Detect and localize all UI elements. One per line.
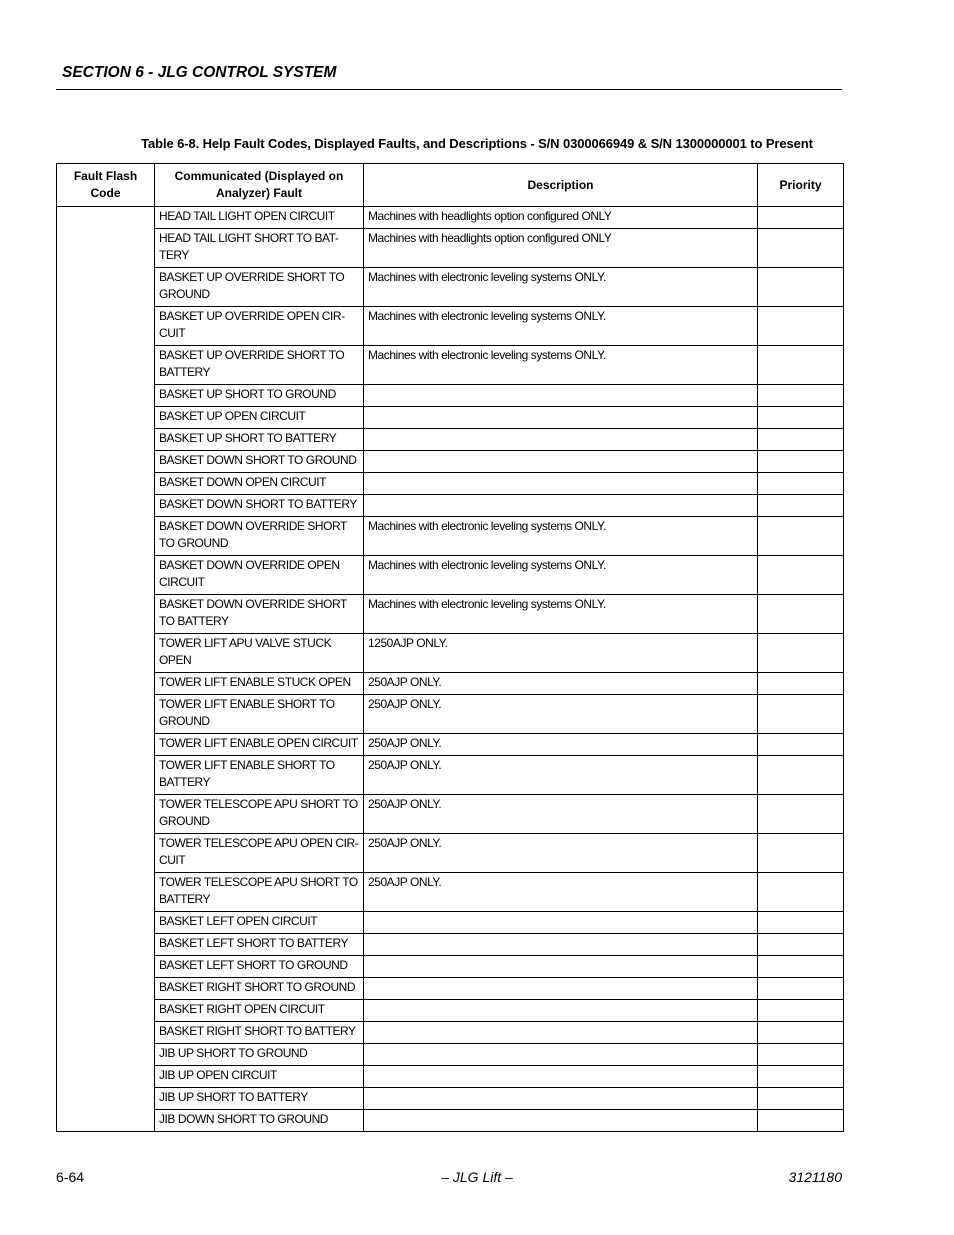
priority-cell bbox=[758, 1088, 844, 1110]
table-row bbox=[57, 517, 844, 556]
priority-cell bbox=[758, 495, 844, 517]
fault-cell: TOWER TELESCOPE APU SHORT TO BATTERY bbox=[155, 873, 364, 912]
table-row bbox=[57, 912, 844, 934]
description-cell bbox=[364, 429, 758, 451]
description-cell: Machines with electronic leveling systems ONLY. bbox=[364, 517, 758, 556]
description-cell: Machines with headlights option configured ONLY bbox=[364, 229, 758, 268]
priority-cell bbox=[758, 229, 844, 268]
fault-cell: BASKET LEFT SHORT TO BATTERY bbox=[155, 934, 364, 956]
priority-cell bbox=[758, 473, 844, 495]
table-row bbox=[57, 229, 844, 268]
fault-cell: JIB UP OPEN CIRCUIT bbox=[155, 1066, 364, 1088]
description-cell: Machines with electronic leveling systems ONLY. bbox=[364, 268, 758, 307]
priority-cell bbox=[758, 634, 844, 673]
table-title: Table 6-8. Help Fault Codes, Displayed Faults, and Descriptions - S/N 0300066949 & S/N 1300000001 to Present bbox=[141, 136, 813, 151]
fault-cell: TOWER LIFT ENABLE STUCK OPEN bbox=[155, 673, 364, 695]
description-cell: 250AJP ONLY. bbox=[364, 795, 758, 834]
fault-cell: TOWER LIFT ENABLE SHORT TO GROUND bbox=[155, 695, 364, 734]
description-cell: Machines with electronic leveling systems ONLY. bbox=[364, 556, 758, 595]
fault-cell: BASKET UP OVERRIDE OPEN CIR- CUIT bbox=[155, 307, 364, 346]
table-row bbox=[57, 873, 844, 912]
description-cell bbox=[364, 934, 758, 956]
table-row bbox=[57, 1066, 844, 1088]
col-header-flash-code: Fault Flash Code bbox=[57, 164, 155, 207]
fault-table bbox=[56, 163, 844, 1132]
priority-cell bbox=[758, 1044, 844, 1066]
col-header-fault: Communicated (Displayed on Analyzer) Fault bbox=[155, 164, 364, 207]
priority-cell bbox=[758, 956, 844, 978]
table-row bbox=[57, 1022, 844, 1044]
fault-cell: TOWER TELESCOPE APU OPEN CIR- CUIT bbox=[155, 834, 364, 873]
description-cell bbox=[364, 1022, 758, 1044]
description-cell bbox=[364, 385, 758, 407]
fault-cell: JIB UP SHORT TO BATTERY bbox=[155, 1088, 364, 1110]
fault-cell: BASKET DOWN OVERRIDE OPEN CIRCUIT bbox=[155, 556, 364, 595]
description-cell bbox=[364, 978, 758, 1000]
table-row bbox=[57, 956, 844, 978]
table-row bbox=[57, 756, 844, 795]
doc-number: 3121180 bbox=[788, 1169, 842, 1185]
description-cell: 250AJP ONLY. bbox=[364, 734, 758, 756]
priority-cell bbox=[758, 385, 844, 407]
table-row bbox=[57, 207, 844, 229]
priority-cell bbox=[758, 795, 844, 834]
description-cell: 250AJP ONLY. bbox=[364, 873, 758, 912]
description-cell: Machines with electronic leveling systems ONLY. bbox=[364, 307, 758, 346]
table-row bbox=[57, 407, 844, 429]
priority-cell bbox=[758, 673, 844, 695]
priority-cell bbox=[758, 556, 844, 595]
flash-code-cell bbox=[57, 207, 155, 1132]
description-cell: 250AJP ONLY. bbox=[364, 756, 758, 795]
fault-cell: TOWER LIFT ENABLE SHORT TO BATTERY bbox=[155, 756, 364, 795]
fault-cell: BASKET UP OVERRIDE SHORT TO BATTERY bbox=[155, 346, 364, 385]
fault-cell: BASKET DOWN OVERRIDE SHORT TO BATTERY bbox=[155, 595, 364, 634]
fault-cell: BASKET DOWN OPEN CIRCUIT bbox=[155, 473, 364, 495]
fault-cell: BASKET RIGHT SHORT TO BATTERY bbox=[155, 1022, 364, 1044]
table-row bbox=[57, 595, 844, 634]
col-header-description: Description bbox=[364, 164, 758, 207]
fault-cell: BASKET LEFT OPEN CIRCUIT bbox=[155, 912, 364, 934]
table-row bbox=[57, 634, 844, 673]
fault-cell: BASKET DOWN SHORT TO BATTERY bbox=[155, 495, 364, 517]
description-cell bbox=[364, 1044, 758, 1066]
table-row bbox=[57, 834, 844, 873]
table-row bbox=[57, 1000, 844, 1022]
priority-cell bbox=[758, 1110, 844, 1132]
fault-cell: BASKET UP SHORT TO BATTERY bbox=[155, 429, 364, 451]
description-cell: 250AJP ONLY. bbox=[364, 695, 758, 734]
description-cell bbox=[364, 912, 758, 934]
description-cell bbox=[364, 1088, 758, 1110]
priority-cell bbox=[758, 734, 844, 756]
priority-cell bbox=[758, 1066, 844, 1088]
description-cell: Machines with headlights option configured ONLY bbox=[364, 207, 758, 229]
table-row bbox=[57, 734, 844, 756]
description-cell: 250AJP ONLY. bbox=[364, 834, 758, 873]
fault-cell: TOWER LIFT APU VALVE STUCK OPEN bbox=[155, 634, 364, 673]
priority-cell bbox=[758, 873, 844, 912]
col-header-priority: Priority bbox=[758, 164, 844, 207]
description-cell bbox=[364, 1110, 758, 1132]
table-row bbox=[57, 473, 844, 495]
description-cell: 250AJP ONLY. bbox=[364, 673, 758, 695]
fault-cell: BASKET RIGHT OPEN CIRCUIT bbox=[155, 1000, 364, 1022]
priority-cell bbox=[758, 756, 844, 795]
table-row bbox=[57, 978, 844, 1000]
fault-cell: BASKET RIGHT SHORT TO GROUND bbox=[155, 978, 364, 1000]
section-header: SECTION 6 - JLG CONTROL SYSTEM bbox=[62, 64, 337, 81]
table-row bbox=[57, 673, 844, 695]
priority-cell bbox=[758, 517, 844, 556]
description-cell bbox=[364, 473, 758, 495]
fault-cell: JIB DOWN SHORT TO GROUND bbox=[155, 1110, 364, 1132]
priority-cell bbox=[758, 207, 844, 229]
description-cell bbox=[364, 451, 758, 473]
table-row bbox=[57, 429, 844, 451]
table-row bbox=[57, 268, 844, 307]
fault-cell: HEAD TAIL LIGHT OPEN CIRCUIT bbox=[155, 207, 364, 229]
priority-cell bbox=[758, 307, 844, 346]
fault-cell: BASKET DOWN SHORT TO GROUND bbox=[155, 451, 364, 473]
fault-cell: BASKET UP OVERRIDE SHORT TO GROUND bbox=[155, 268, 364, 307]
table-row bbox=[57, 795, 844, 834]
description-cell bbox=[364, 1000, 758, 1022]
description-cell bbox=[364, 956, 758, 978]
priority-cell bbox=[758, 934, 844, 956]
fault-cell: BASKET UP SHORT TO GROUND bbox=[155, 385, 364, 407]
fault-cell: BASKET LEFT SHORT TO GROUND bbox=[155, 956, 364, 978]
fault-cell: JIB UP SHORT TO GROUND bbox=[155, 1044, 364, 1066]
fault-cell: HEAD TAIL LIGHT SHORT TO BAT- TERY bbox=[155, 229, 364, 268]
fault-cell: TOWER LIFT ENABLE OPEN CIRCUIT bbox=[155, 734, 364, 756]
fault-cell: TOWER TELESCOPE APU SHORT TO GROUND bbox=[155, 795, 364, 834]
table-row bbox=[57, 1110, 844, 1132]
table-row bbox=[57, 556, 844, 595]
table-row bbox=[57, 1044, 844, 1066]
priority-cell bbox=[758, 695, 844, 734]
fault-cell: BASKET DOWN OVERRIDE SHORT TO GROUND bbox=[155, 517, 364, 556]
description-cell: Machines with electronic leveling systems ONLY. bbox=[364, 346, 758, 385]
table-row bbox=[57, 695, 844, 734]
table-header-row bbox=[57, 164, 844, 207]
priority-cell bbox=[758, 451, 844, 473]
table-row bbox=[57, 385, 844, 407]
priority-cell bbox=[758, 834, 844, 873]
description-cell bbox=[364, 1066, 758, 1088]
table-row bbox=[57, 495, 844, 517]
description-cell: Machines with electronic leveling systems ONLY. bbox=[364, 595, 758, 634]
priority-cell bbox=[758, 912, 844, 934]
priority-cell bbox=[758, 1000, 844, 1022]
table-row bbox=[57, 346, 844, 385]
priority-cell bbox=[758, 346, 844, 385]
description-cell bbox=[364, 407, 758, 429]
footer-publisher: – JLG Lift – bbox=[441, 1169, 513, 1185]
priority-cell bbox=[758, 595, 844, 634]
table-row bbox=[57, 307, 844, 346]
priority-cell bbox=[758, 1022, 844, 1044]
description-cell bbox=[364, 495, 758, 517]
description-cell: 1250AJP ONLY. bbox=[364, 634, 758, 673]
table-row bbox=[57, 451, 844, 473]
priority-cell bbox=[758, 429, 844, 451]
priority-cell bbox=[758, 978, 844, 1000]
header-rule bbox=[56, 89, 842, 90]
priority-cell bbox=[758, 268, 844, 307]
fault-cell: BASKET UP OPEN CIRCUIT bbox=[155, 407, 364, 429]
table-row bbox=[57, 934, 844, 956]
page-number: 6-64 bbox=[56, 1169, 85, 1185]
table-body bbox=[57, 207, 844, 1132]
priority-cell bbox=[758, 407, 844, 429]
table-row bbox=[57, 1088, 844, 1110]
